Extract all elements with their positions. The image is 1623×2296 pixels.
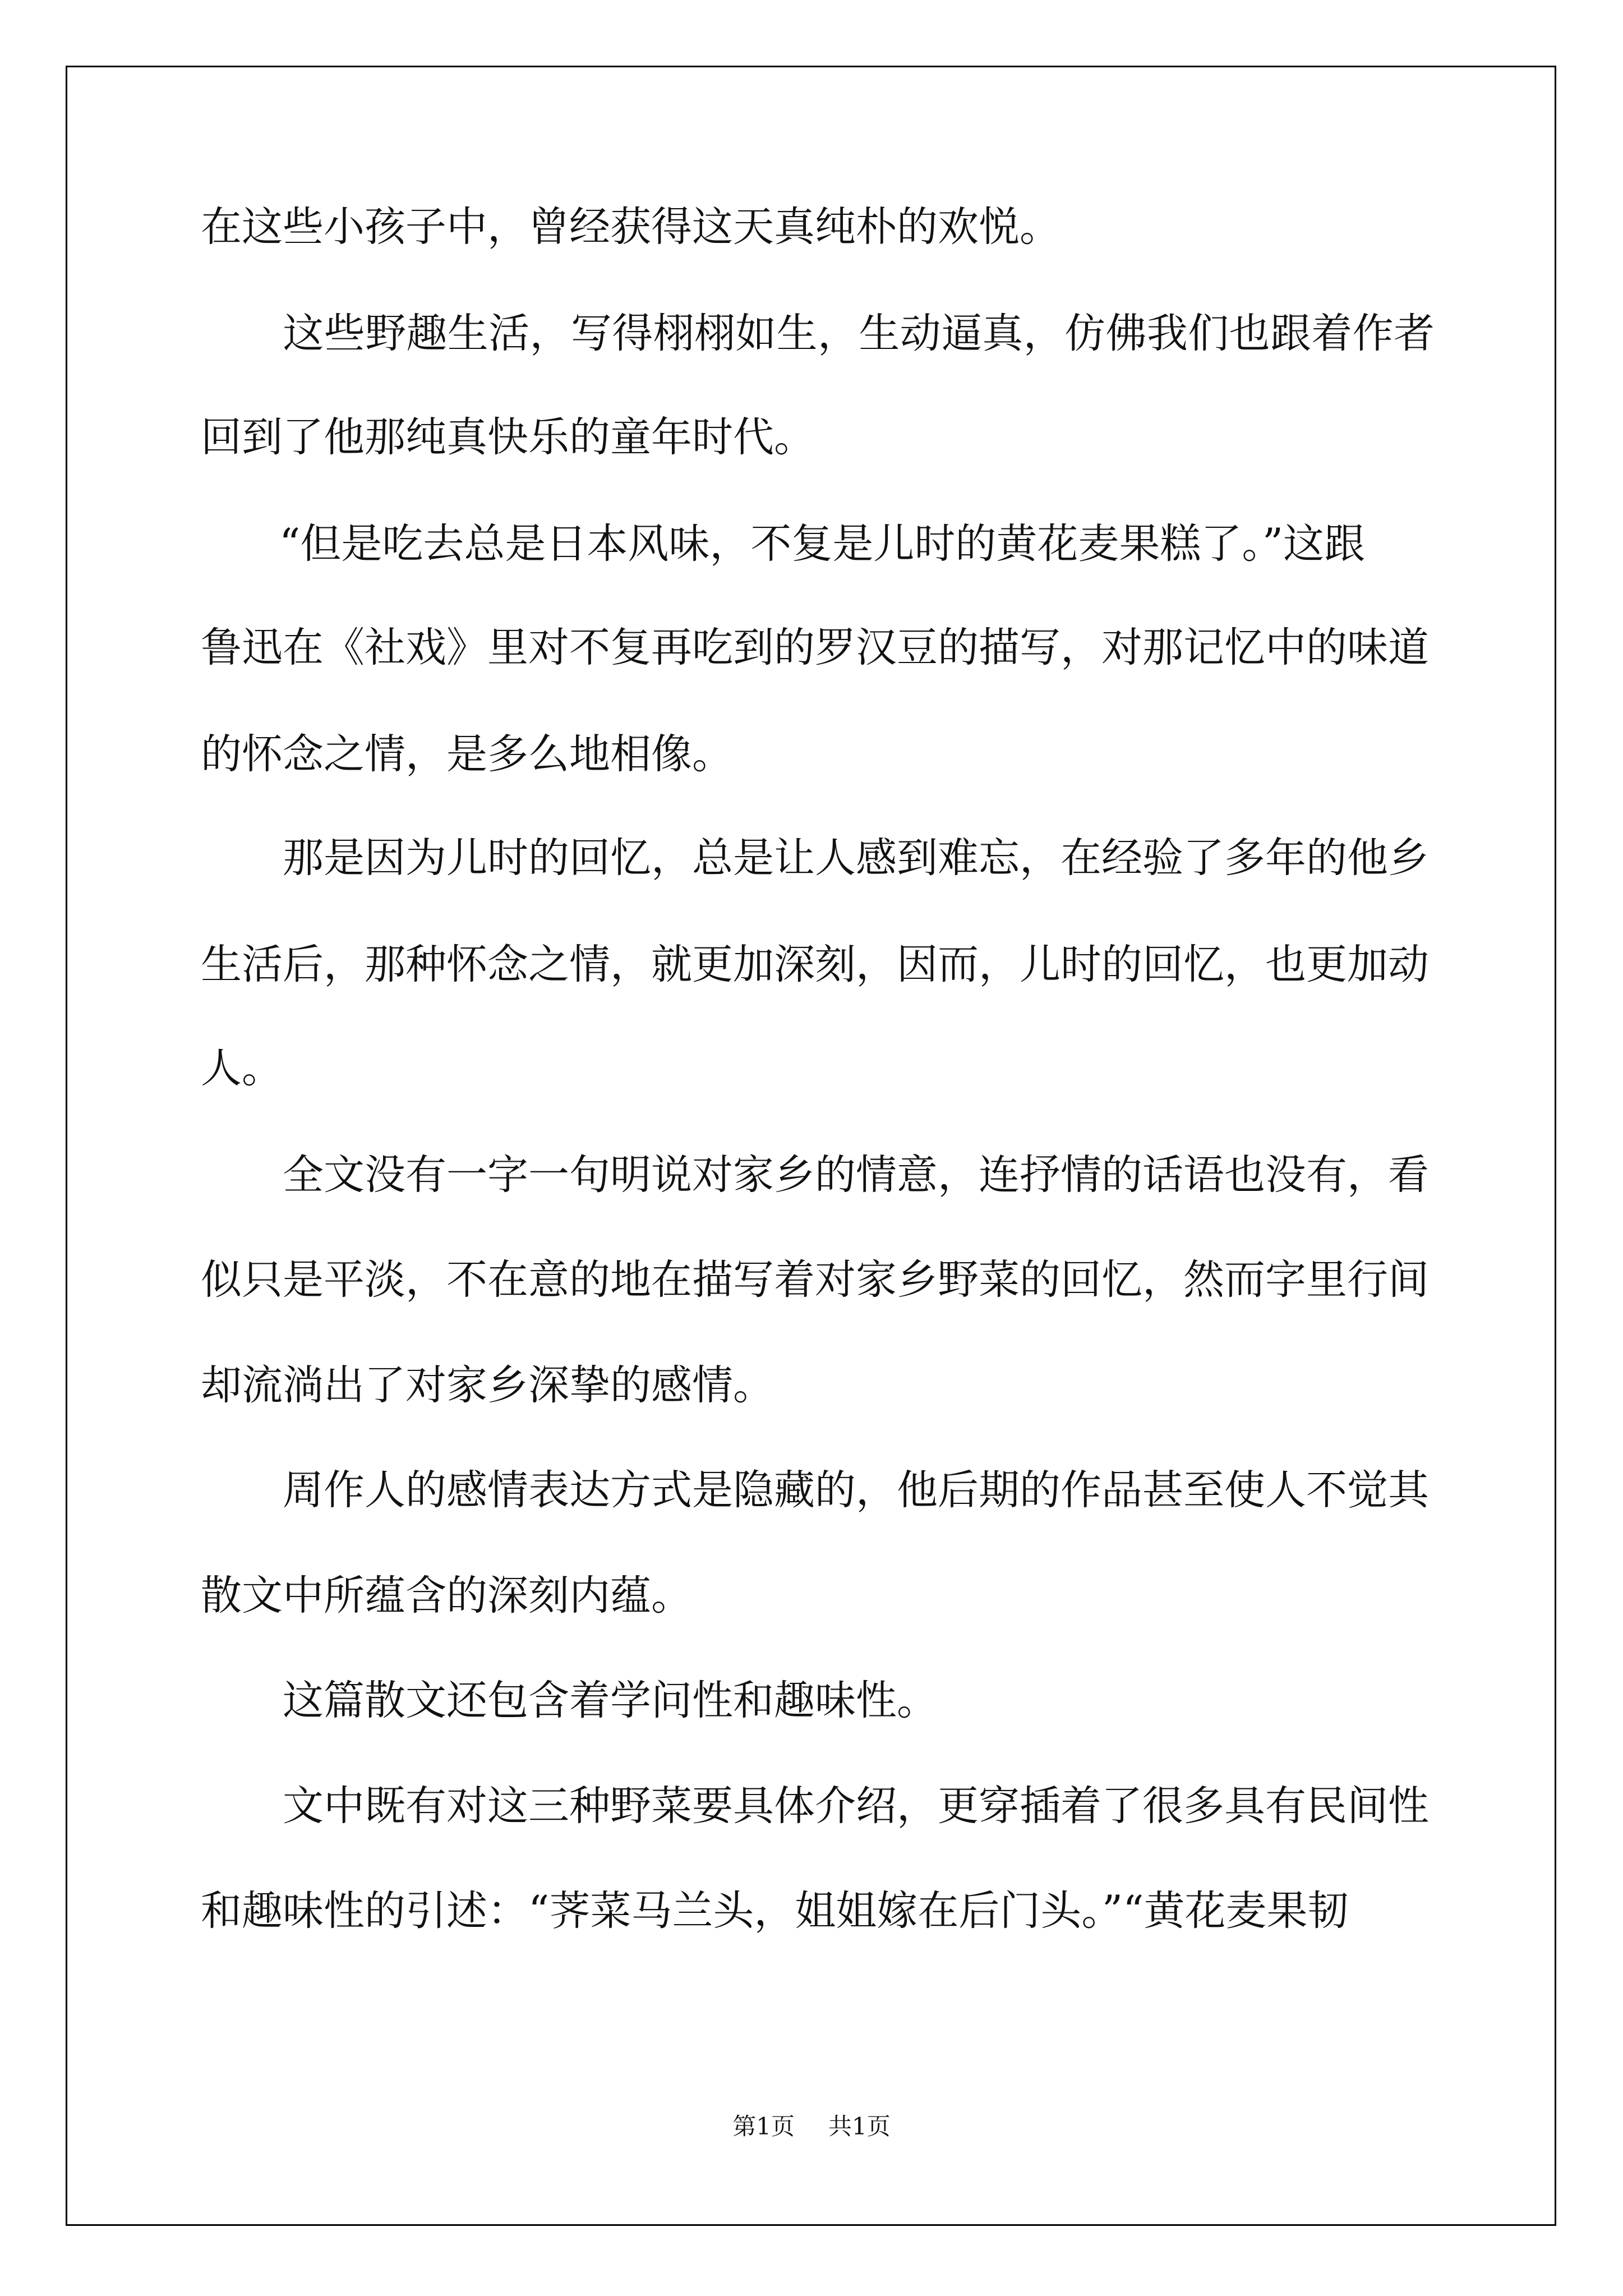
text-line: “但是吃去总是日本风味，不复是儿时的黄花麦果糕了。”这跟 bbox=[279, 520, 1366, 568]
text-line: 在这些小孩子中，曾经获得这天真纯朴的欢悦。 bbox=[201, 203, 1061, 251]
text-line: 文中既有对这三种野菜要具体介绍，更穿插着了很多具有民间性 bbox=[283, 1782, 1429, 1830]
text-line bbox=[201, 309, 1435, 359]
text-line: 鲁迅在《社戏》里对不复再吃到的罗汉豆的描写，对那记忆中的味道 bbox=[201, 624, 1429, 671]
text-line: 和趣味性的引述：“荠菜马兰头，姐姐嫁在后门头。”“黄花麦果韧 bbox=[201, 1887, 1349, 1935]
text-line-content: 这些野趣生活，写得栩栩如生，生动逼真，仿佛我们也跟着作者 bbox=[283, 310, 1435, 357]
text-line: 却流淌出了对家乡深挚的感情。 bbox=[201, 1361, 774, 1409]
text-line: 周作人的感情表达方式是隐藏的，他后期的作品甚至使人不觉其 bbox=[283, 1466, 1429, 1514]
text-line: 那是因为儿时的回忆，总是让人感到难忘，在经验了多年的他乡 bbox=[283, 834, 1429, 882]
text-line: 这篇散文还包含着学问性和趣味性。 bbox=[283, 1677, 938, 1724]
text-line: 似只是平淡，不在意的地在描写着对家乡野菜的回忆，然而字里行间 bbox=[201, 1256, 1429, 1304]
text-line: 生活后，那种怀念之情，就更加深刻，因而，儿时的回忆，也更加动 bbox=[201, 941, 1429, 988]
text-line: 人。 bbox=[201, 1045, 283, 1092]
text-line: 回到了他那纯真快乐的童年时代。 bbox=[201, 413, 815, 461]
text-line: 的怀念之情，是多么地相像。 bbox=[201, 730, 733, 778]
page-number-current: 第1页 bbox=[732, 2113, 795, 2140]
page-number-total: 共1页 bbox=[828, 2113, 891, 2140]
text-line: 散文中所蕴含的深刻内蕴。 bbox=[201, 1572, 692, 1619]
page-footer bbox=[0, 2108, 1623, 2142]
text-line: 全文没有一字一句明说对家乡的情意，连抒情的话语也没有，看 bbox=[283, 1151, 1429, 1199]
